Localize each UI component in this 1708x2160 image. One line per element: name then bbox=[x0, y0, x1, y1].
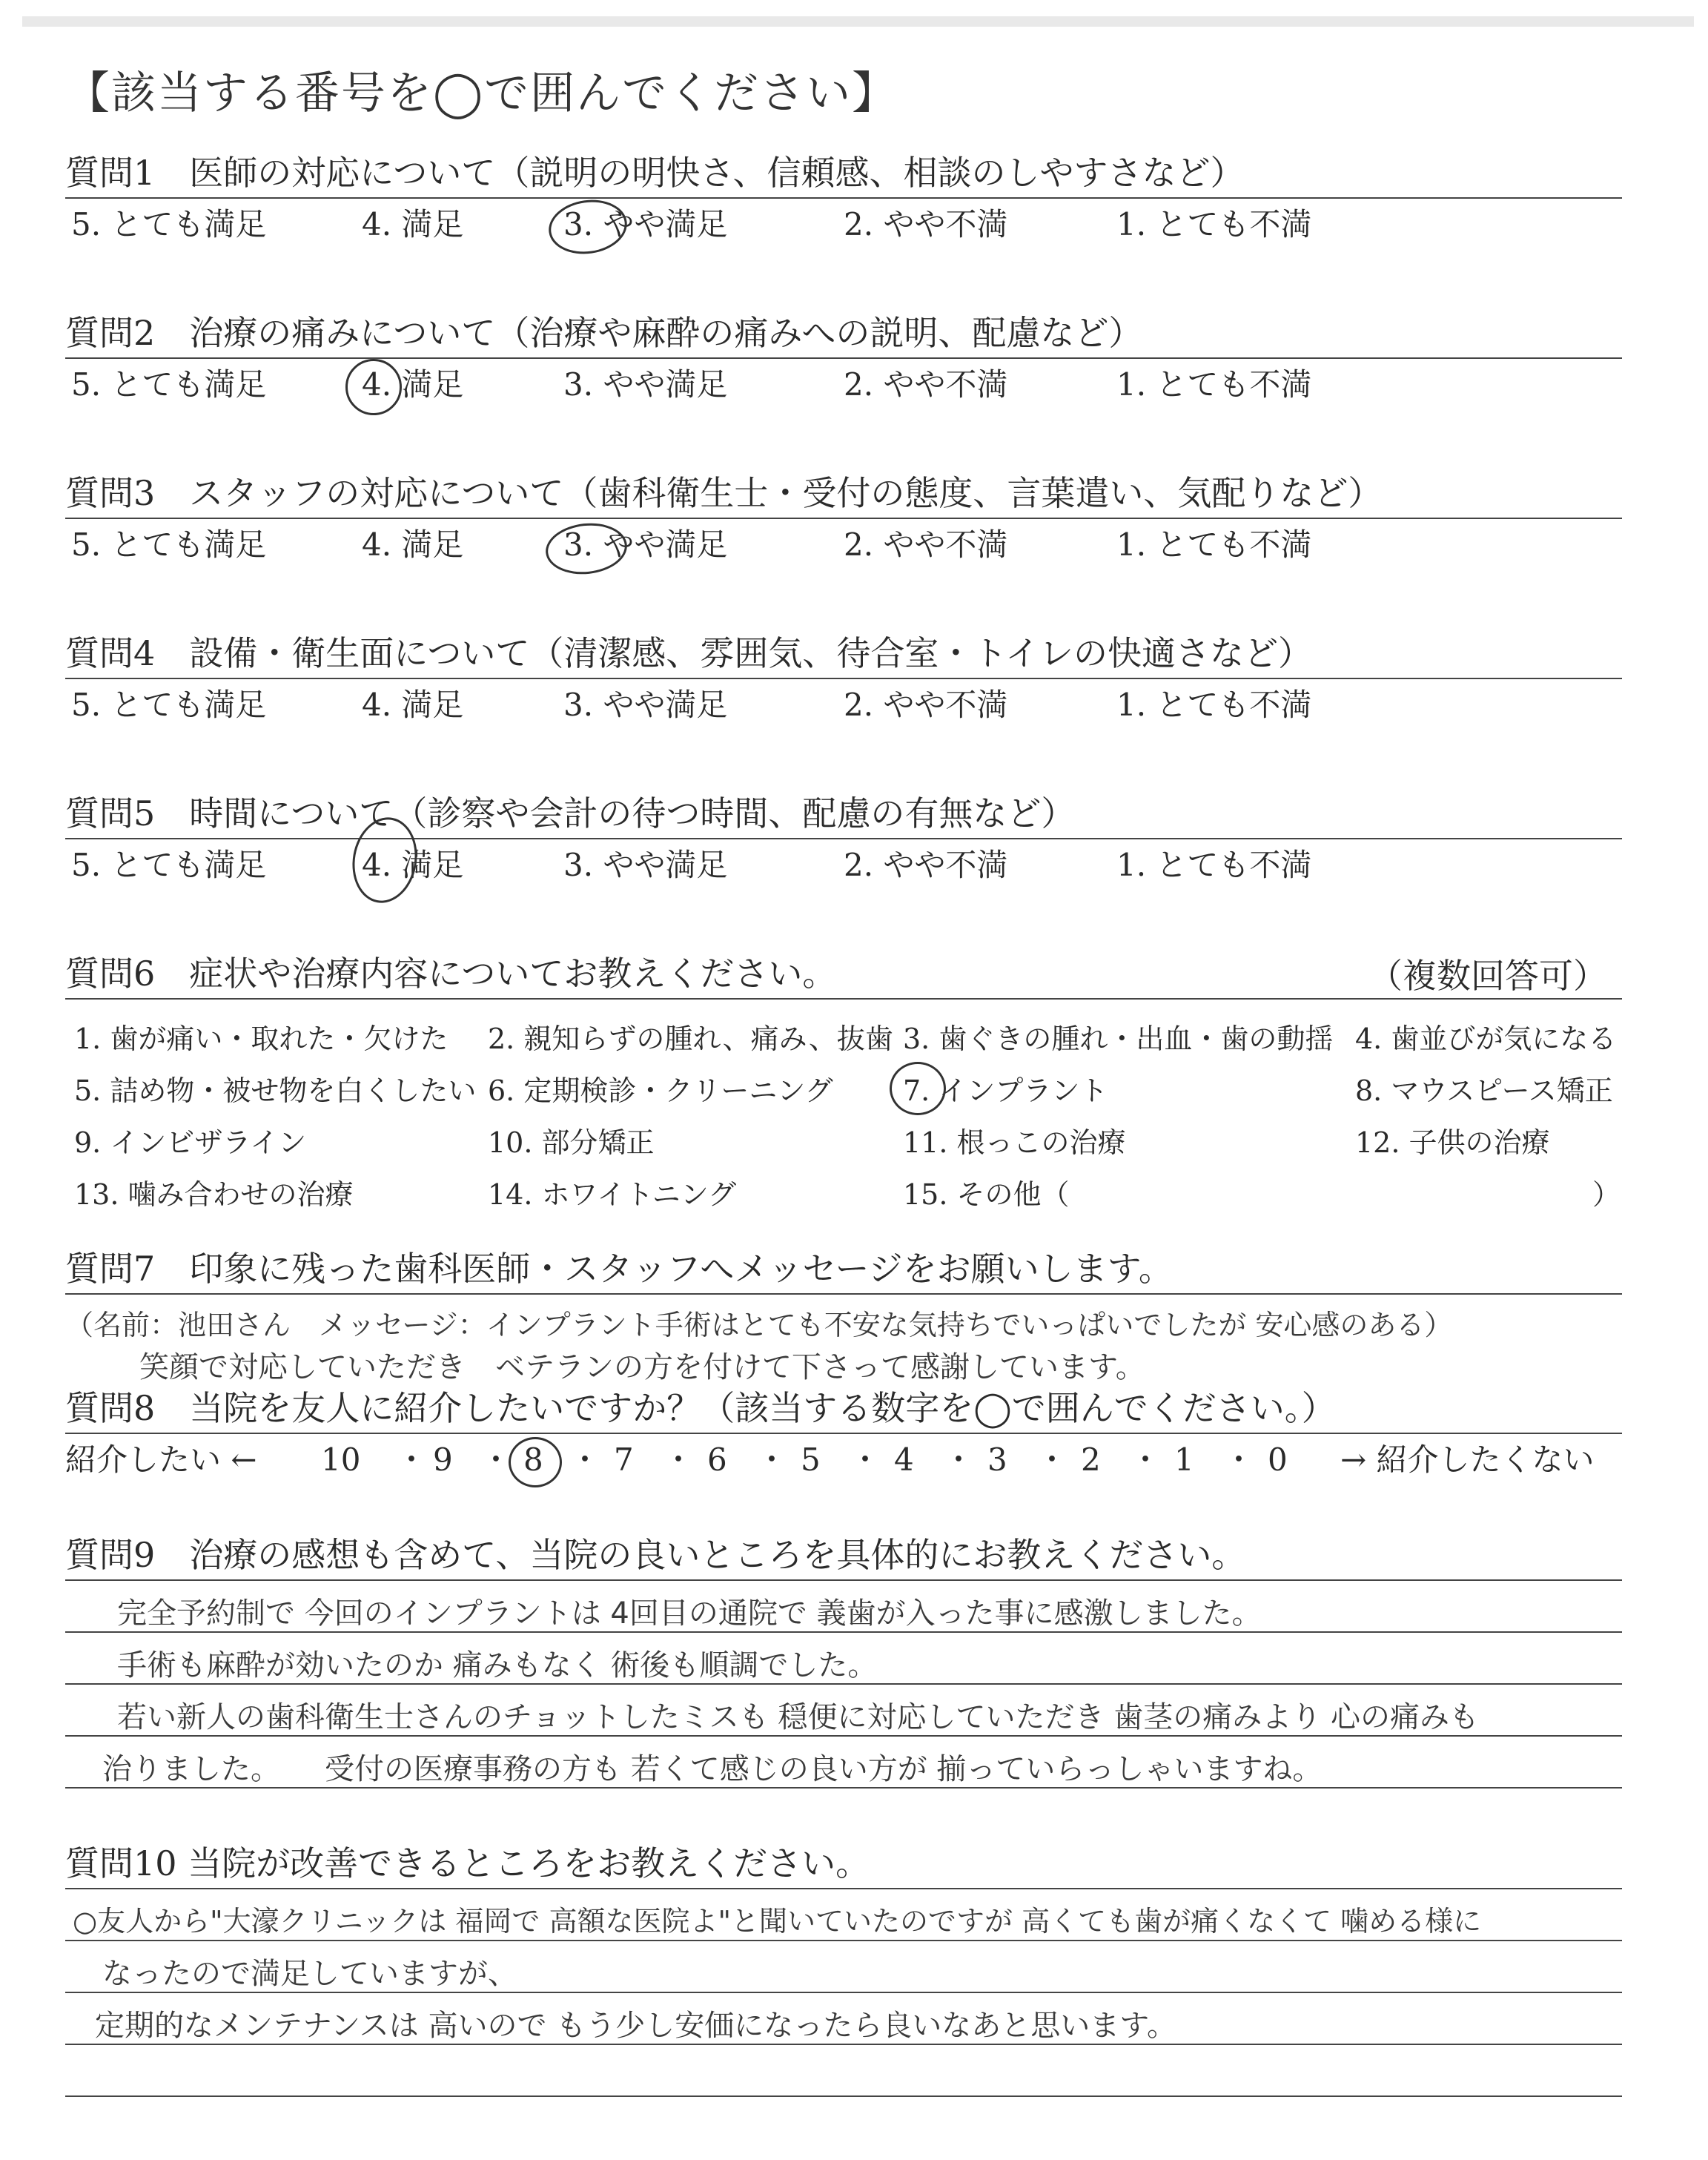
option-5[interactable]: 5. とても満足 bbox=[71, 687, 267, 723]
question-1-title: 質問1 医師の対応について（説明の明快さ、信頼感、相談のしやすさなど） bbox=[65, 153, 1245, 193]
question-9-answer-lines bbox=[65, 1579, 1629, 1802]
option-5[interactable]: 5. 詰め物・被せ物を白くしたい bbox=[74, 1074, 477, 1107]
option-2[interactable]: 2. やや不満 bbox=[844, 366, 1008, 403]
selection-circle bbox=[509, 1437, 562, 1487]
score-2[interactable]: 2 bbox=[1081, 1441, 1101, 1478]
option-15-close-paren: ） bbox=[1592, 1178, 1621, 1211]
score-3[interactable]: 3 bbox=[987, 1441, 1007, 1478]
question-3-scale bbox=[65, 519, 1629, 571]
option-15[interactable]: 15. その他（ bbox=[903, 1178, 1070, 1211]
option-1[interactable]: 1. とても不満 bbox=[1116, 687, 1312, 723]
score-6[interactable]: 6 bbox=[707, 1441, 727, 1478]
question-8 bbox=[65, 1384, 1629, 1486]
rule bbox=[65, 1888, 1622, 1889]
handwritten-message-line: 笑顔で対応していただき ベテランの方を付けて下さって感謝しています。 bbox=[139, 1350, 1145, 1384]
dot-separator: ・ bbox=[569, 1441, 601, 1478]
question-8-title: 質問8 当院を友人に紹介したいですか？（該当する数字を◯で囲んでください。） bbox=[65, 1388, 1336, 1428]
dot-separator: ・ bbox=[850, 1441, 881, 1478]
question-10-title: 質問10 当院が改善できるところをお教えください。 bbox=[65, 1843, 870, 1883]
option-1[interactable]: 1. とても不満 bbox=[1116, 206, 1312, 242]
selection-circle bbox=[345, 359, 402, 415]
score-9[interactable]: 9 bbox=[433, 1441, 453, 1478]
dot-separator: ・ bbox=[943, 1441, 975, 1478]
score-10[interactable]: 10 bbox=[321, 1441, 361, 1478]
handwritten-message-line: （名前：池田さん メッセージ：インプラント手術はとても不安な気持ちでいっぱいでしたが 安心感のある） bbox=[65, 1309, 1453, 1341]
option-5[interactable]: 5. とても満足 bbox=[71, 847, 267, 883]
question-2-scale bbox=[65, 359, 1629, 411]
handwritten-answer-line: 定期的なメンテナンスは 高いので もう少し安価になったら良いなあと思います。 bbox=[95, 2009, 1177, 2043]
option-1[interactable]: 1. とても不満 bbox=[1116, 366, 1312, 403]
handwritten-answer-line: 若い新人の歯科衛生士さんのチョットしたミスも 穏便に対応していただき 歯茎の痛みより 心の痛みも bbox=[117, 1700, 1479, 1734]
option-3[interactable]: 3. 歯ぐきの腫れ・出血・歯の動揺 bbox=[903, 1023, 1334, 1055]
handwritten-answer-line: 手術も麻酔が効いたのか 痛みもなく 術後も順調でした。 bbox=[117, 1648, 878, 1682]
selection-circle bbox=[890, 1062, 946, 1115]
dot-separator: ・ bbox=[663, 1441, 695, 1478]
question-8-scale bbox=[65, 1434, 1629, 1486]
handwritten-answer-line: ○友人から"大濠クリニックは 福岡で 高額な医院よ"と聞いていたのですが 高くても歯が痛くなくて 噛める様に bbox=[73, 1905, 1482, 1938]
option-2[interactable]: 2. 親知らずの腫れ、痛み、抜歯 bbox=[488, 1023, 893, 1055]
handwritten-answer-line: 治りました。 受付の医療事務の方も 若くて感じの良い方が 揃っていらっしゃいますね。 bbox=[102, 1752, 1323, 1786]
form-instruction: 【該当する番号を◯で囲んでください】 bbox=[65, 67, 898, 119]
dot-separator: ・ bbox=[1036, 1441, 1068, 1478]
question-2-title: 質問2 治療の痛みについて（治療や麻酔の痛みへの説明、配慮など） bbox=[65, 313, 1143, 353]
option-3[interactable]: 3. やや満足 bbox=[563, 687, 728, 723]
option-4[interactable]: 4. 歯並びが気になる bbox=[1355, 1023, 1617, 1055]
recommend-left-label: 紹介したい ← bbox=[65, 1441, 257, 1478]
dot-separator: ・ bbox=[480, 1441, 512, 1478]
rule bbox=[65, 1579, 1622, 1581]
option-11[interactable]: 11. 根っこの治療 bbox=[903, 1126, 1126, 1159]
option-3[interactable]: 3. やや満足 bbox=[563, 206, 728, 242]
question-4-scale bbox=[65, 679, 1629, 731]
score-4[interactable]: 4 bbox=[894, 1441, 914, 1478]
question-10-answer-lines bbox=[65, 1888, 1629, 2110]
rule bbox=[65, 2095, 1622, 2097]
option-8[interactable]: 8. マウスピース矯正 bbox=[1355, 1074, 1613, 1107]
dot-separator: ・ bbox=[1223, 1441, 1255, 1478]
option-5[interactable]: 5. とても満足 bbox=[71, 206, 267, 242]
option-5[interactable]: 5. とても満足 bbox=[71, 526, 267, 563]
option-4[interactable]: 4. 満足 bbox=[362, 847, 464, 883]
question-9 bbox=[65, 1530, 1629, 1802]
option-14[interactable]: 14. ホワイトニング bbox=[488, 1178, 737, 1211]
score-8[interactable]: 8 bbox=[523, 1441, 543, 1478]
question-3-title: 質問3 スタッフの対応について（歯科衛生士・受付の態度、言葉遣い、気配りなど） bbox=[65, 473, 1383, 513]
score-7[interactable]: 7 bbox=[614, 1441, 634, 1478]
question-1-scale bbox=[65, 199, 1629, 251]
handwritten-answer-line: なったので満足していますが、 bbox=[102, 1957, 517, 1991]
option-13[interactable]: 13. 噛み合わせの治療 bbox=[74, 1178, 354, 1211]
question-5 bbox=[65, 789, 1629, 891]
option-4[interactable]: 4. 満足 bbox=[362, 687, 464, 723]
scan-top-edge bbox=[22, 16, 1694, 27]
dot-separator: ・ bbox=[756, 1441, 788, 1478]
option-5[interactable]: 5. とても満足 bbox=[71, 366, 267, 403]
option-10[interactable]: 10. 部分矯正 bbox=[488, 1126, 655, 1159]
question-6-options bbox=[65, 1000, 1629, 1215]
option-6[interactable]: 6. 定期検診・クリーニング bbox=[488, 1074, 833, 1107]
question-2 bbox=[65, 308, 1629, 411]
question-7-title: 質問7 印象に残った歯科医師・スタッフへメッセージをお願いします。 bbox=[65, 1249, 1173, 1289]
question-3 bbox=[65, 469, 1629, 571]
option-3[interactable]: 3. やや満足 bbox=[563, 526, 728, 563]
option-1[interactable]: 1. とても不満 bbox=[1116, 847, 1312, 883]
option-1[interactable]: 1. とても不満 bbox=[1116, 526, 1312, 563]
rule bbox=[65, 1940, 1622, 1941]
handwritten-answer-line: 完全予約制で 今回のインプラントは 4回目の通院で 義歯が入った事に感激しました。 bbox=[117, 1596, 1262, 1631]
score-5[interactable]: 5 bbox=[801, 1441, 821, 1478]
option-12[interactable]: 12. 子供の治療 bbox=[1355, 1126, 1550, 1159]
question-4-title: 質問4 設備・衛生面について（清潔感、雰囲気、待合室・トイレの快適さなど） bbox=[65, 633, 1313, 673]
question-6 bbox=[65, 949, 1629, 1215]
option-3[interactable]: 3. やや満足 bbox=[563, 366, 728, 403]
dot-separator: ・ bbox=[396, 1441, 428, 1478]
score-1[interactable]: 1 bbox=[1174, 1441, 1194, 1478]
option-2[interactable]: 2. やや不満 bbox=[844, 847, 1008, 883]
dot-separator: ・ bbox=[1130, 1441, 1162, 1478]
option-3[interactable]: 3. やや満足 bbox=[563, 847, 728, 883]
option-4[interactable]: 4. 満足 bbox=[362, 526, 464, 563]
option-2[interactable]: 2. やや不満 bbox=[844, 687, 1008, 723]
question-4 bbox=[65, 629, 1629, 731]
option-9[interactable]: 9. インビザライン bbox=[74, 1126, 307, 1159]
option-4[interactable]: 4. 満足 bbox=[362, 206, 464, 242]
question-7 bbox=[65, 1244, 1629, 1384]
score-0[interactable]: 0 bbox=[1268, 1441, 1288, 1478]
recommend-right-label: → 紹介したくない bbox=[1340, 1441, 1595, 1478]
option-4[interactable]: 4. 満足 bbox=[362, 366, 464, 403]
option-2[interactable]: 2. やや不満 bbox=[844, 526, 1008, 563]
option-1[interactable]: 1. 歯が痛い・取れた・欠けた bbox=[74, 1023, 448, 1055]
question-10 bbox=[65, 1839, 1629, 2110]
option-7[interactable]: 7. インプラント bbox=[903, 1074, 1108, 1107]
option-2[interactable]: 2. やや不満 bbox=[844, 206, 1008, 242]
question-9-title: 質問9 治療の感想も含めて、当院の良いところを具体的にお教えください。 bbox=[65, 1535, 1246, 1575]
question-6-title: 質問6 症状や治療内容についてお教えください。 bbox=[65, 954, 837, 994]
question-5-scale bbox=[65, 839, 1629, 891]
question-1 bbox=[65, 148, 1629, 251]
question-7-answer bbox=[65, 1295, 1629, 1384]
survey-form bbox=[65, 58, 1629, 2110]
question-5-title: 質問5 時間について（診察や会計の待つ時間、配慮の有無など） bbox=[65, 793, 1076, 833]
multiple-answer-note: （複数回答可） bbox=[1368, 956, 1607, 996]
